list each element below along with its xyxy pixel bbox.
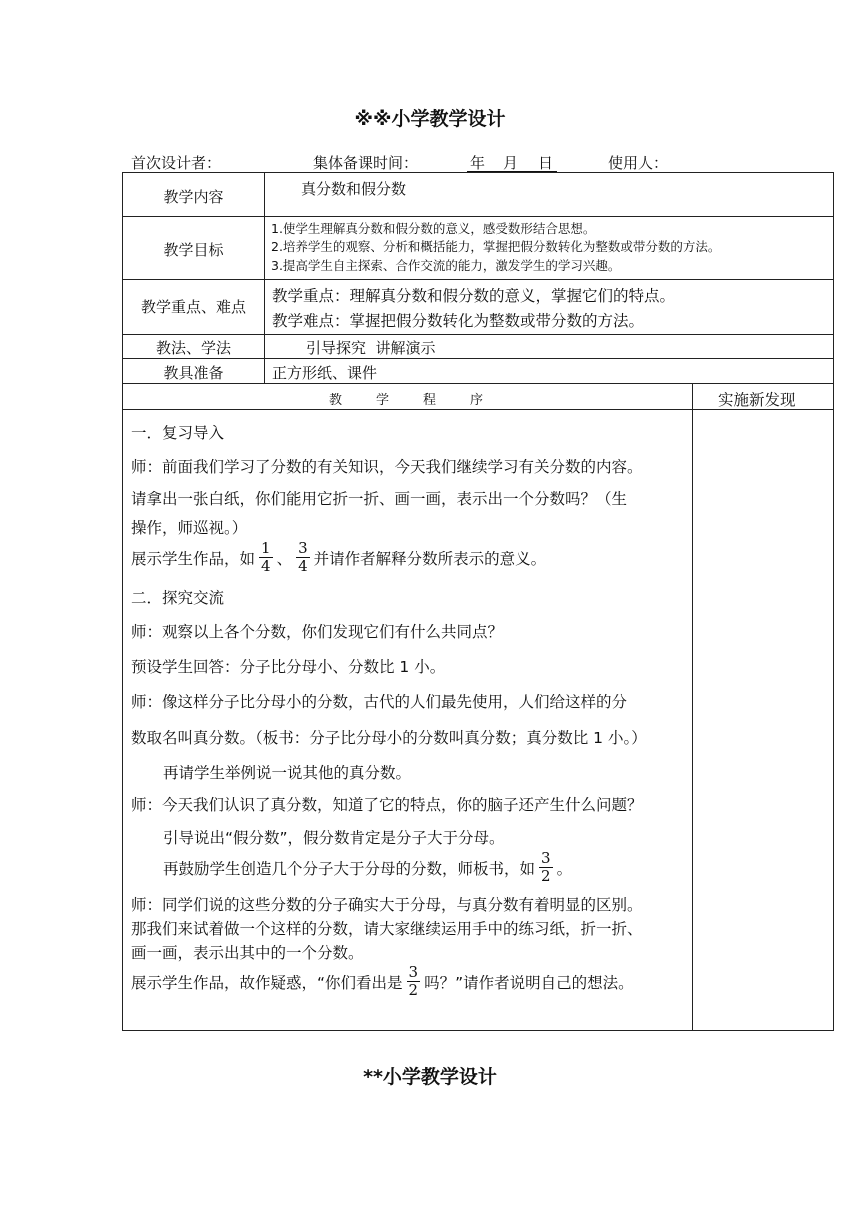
method-value: 引导探究 讲解演示 [306, 339, 436, 357]
column-divider [692, 383, 693, 1030]
row-divider [122, 279, 834, 280]
goal-item: 3.提高学生自主探索、合作交流的能力，激发学生的学习兴趣。 [271, 258, 621, 273]
fraction-denominator: 2 [408, 981, 419, 999]
paragraph-text: 再鼓励学生创造几个分子大于分母的分数，师板书，如 [163, 859, 536, 878]
fraction-numerator: 1 [261, 539, 271, 557]
paragraph-text: 。 [556, 859, 573, 878]
page-title: ※※小学教学设计 [354, 108, 506, 130]
paragraph: 再请学生举例说一说其他的真分数。 [163, 764, 412, 782]
day-label: 日 [538, 154, 554, 172]
fraction [407, 964, 421, 999]
row-divider [122, 334, 834, 335]
user-label: 使用人： [608, 154, 669, 172]
row-divider [122, 383, 834, 384]
paragraph: 师：前面我们学习了分数的有关知识，今天我们继续学习有关分数的内容。 [131, 458, 643, 476]
paragraph: 请拿出一张白纸，你们能用它折一折、画一画，表示出一个分数吗？（生 [131, 490, 628, 508]
paragraph [131, 540, 546, 575]
table-border-top [122, 172, 834, 173]
year-label: 年 [470, 154, 486, 172]
fraction-denominator: 4 [261, 557, 271, 575]
findings-header: 实施新发现 [718, 391, 796, 409]
paragraph: 画一画，表示出其中的一个分数。 [131, 944, 364, 962]
paragraph: 那我们来试着做一个这样的分数，请大家继续运用手中的练习纸，折一折、 [131, 920, 643, 938]
section-heading: 一．复习导入 [131, 424, 225, 442]
tools-value: 正方形纸、课件 [272, 364, 378, 382]
table-border-right [833, 172, 834, 1031]
paragraph-text: 展示学生作品，故作疑惑，“你们看出是 [131, 973, 403, 992]
paragraph: 引导说出“假分数”，假分数肯定是分子大于分母。 [163, 829, 505, 847]
goal-item: 1.使学生理解真分数和假分数的意义，感受数形结合思想。 [271, 221, 596, 236]
paragraph-text: 并请作者解释分数所表示的意义。 [313, 549, 547, 568]
fraction [296, 540, 310, 575]
paragraph: 数取名叫真分数。（板书：分子比分母小的分数叫真分数；真分数比 1 小。） [131, 729, 647, 747]
table-border-bottom [122, 1030, 834, 1031]
separator: 、 [276, 549, 293, 568]
goals-label: 教学目标 [163, 241, 224, 259]
prep-time-label: 集体备课时间： [313, 154, 419, 172]
paragraph: 师：今天我们认识了真分数，知道了它的特点，你的脑子还产生什么问题？ [131, 796, 643, 814]
method-label: 教法、学法 [155, 339, 231, 357]
paragraph [163, 850, 572, 885]
key-point: 教学重点：理解真分数和假分数的意义，掌握它们的特点。 [272, 287, 676, 305]
month-label: 月 [503, 154, 519, 172]
fraction-denominator: 2 [541, 867, 551, 885]
paragraph-text: 吗？”请作者说明自己的想法。 [424, 973, 634, 992]
fraction-numerator: 3 [541, 849, 551, 867]
tools-label: 教具准备 [163, 364, 224, 382]
fraction-numerator: 3 [298, 539, 308, 557]
paragraph: 师：像这样分子比分母小的分数，古代的人们最先使用，人们给这样的分 [131, 693, 628, 711]
procedure-header: 教学程序 [329, 393, 518, 408]
paragraph-text: 展示学生作品，如 [131, 549, 256, 568]
fraction [539, 850, 553, 885]
content-label: 教学内容 [163, 188, 224, 206]
designer-label: 首次设计者： [131, 154, 222, 172]
row-divider [122, 358, 834, 359]
paragraph: 师：观察以上各个分数，你们发现它们有什么共同点？ [131, 623, 504, 641]
goal-item: 2.培养学生的观察、分析和概括能力，掌握把假分数转化为整数或带分数的方法。 [271, 239, 721, 254]
fraction-denominator: 4 [298, 557, 308, 575]
paragraph: 操作，师巡视。） [131, 519, 248, 537]
key-points-label: 教学重点、难点 [140, 298, 246, 316]
fraction-numerator: 3 [408, 963, 419, 981]
content-value: 真分数和假分数 [301, 180, 407, 198]
date-field [467, 152, 557, 172]
paragraph: 师：同学们说的这些分数的分子确实大于分母，与真分数有着明显的区别。 [131, 896, 643, 914]
fraction [259, 540, 273, 575]
difficulty-point: 教学难点：掌握把假分数转化为整数或带分数的方法。 [272, 312, 645, 330]
section-heading: 二．探究交流 [131, 589, 225, 607]
paragraph: 预设学生回答：分子比分母小、分数比 1 小。 [131, 658, 446, 676]
paragraph [131, 964, 634, 999]
row-divider [122, 216, 834, 217]
column-divider [264, 172, 265, 383]
next-page-title: **小学教学设计 [363, 1066, 497, 1088]
